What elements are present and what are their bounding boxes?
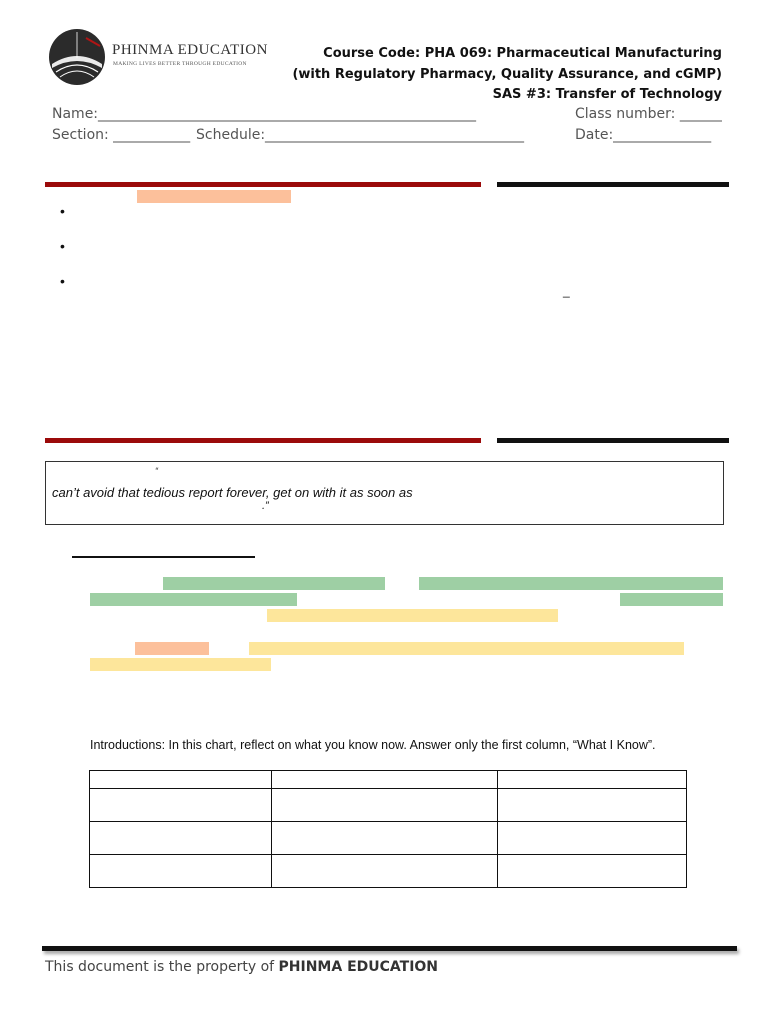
section-divider-red [45, 182, 481, 187]
course-code-heading: Course Code: PHA 069: Pharmaceutical Manufacturing [323, 46, 722, 61]
redacted-highlight [267, 609, 558, 622]
what-i-know-cell[interactable] [90, 789, 272, 822]
table-header-cell [90, 771, 272, 789]
footer-divider [42, 946, 737, 951]
what-i-know-cell[interactable] [90, 822, 272, 855]
quote-close-mark: .” [262, 500, 269, 512]
section-divider-black [497, 438, 729, 443]
table-row [90, 789, 687, 822]
name-field[interactable]: Name:______________________________________________________ [52, 106, 477, 122]
course-subtitle: (with Regulatory Pharmacy, Quality Assurance, and cGMP) [292, 67, 722, 82]
bullet-point: • [60, 238, 65, 254]
table-row [90, 855, 687, 888]
bullet-point: • [60, 203, 65, 219]
footer-text [45, 959, 438, 975]
table-cell [498, 789, 687, 822]
class-number-field[interactable]: Class number: ______ [575, 106, 722, 122]
footer-prefix: This document is the property of [45, 959, 279, 975]
sas-title: SAS #3: Transfer of Technology [492, 87, 722, 102]
date-field[interactable]: Date:______________ [575, 127, 712, 143]
redacted-highlight [135, 642, 209, 655]
instructions-text: Introductions: In this chart, reflect on what you know now. Answer only the first column, “What I Know”. [90, 738, 656, 752]
table-cell [498, 822, 687, 855]
logo-title: PHINMA EDUCATION [112, 42, 268, 58]
subheading-underline [72, 556, 255, 558]
redacted-highlight [163, 577, 385, 590]
section-divider-black [497, 182, 729, 187]
table-row [90, 822, 687, 855]
section-divider-red [45, 438, 481, 443]
book-globe-logo-icon [48, 28, 106, 86]
table-cell [272, 822, 498, 855]
table-header-row [90, 771, 687, 789]
dash-mark: _ [563, 284, 570, 298]
redacted-highlight [419, 577, 723, 590]
quote-open-mark: “ [155, 466, 158, 476]
table-cell [498, 855, 687, 888]
table-header-cell [272, 771, 498, 789]
bullet-point: • [60, 273, 65, 289]
logo-tagline: MAKING LIVES BETTER THROUGH EDUCATION [113, 61, 247, 67]
section-field[interactable]: Section: ___________ [52, 127, 191, 143]
schedule-field[interactable]: Schedule:_____________________________________ [196, 127, 525, 143]
redacted-highlight [90, 658, 271, 671]
redacted-highlight [620, 593, 723, 606]
what-i-know-cell[interactable] [90, 855, 272, 888]
redacted-highlight [249, 642, 684, 655]
kwl-chart-table [89, 770, 687, 888]
redacted-highlight [90, 593, 297, 606]
redacted-highlight [137, 190, 291, 203]
quote-text: can’t avoid that tedious report forever, get on with it as soon as [52, 485, 413, 500]
table-header-cell [498, 771, 687, 789]
table-cell [272, 789, 498, 822]
footer-owner: PHINMA EDUCATION [278, 959, 439, 975]
table-cell [272, 855, 498, 888]
